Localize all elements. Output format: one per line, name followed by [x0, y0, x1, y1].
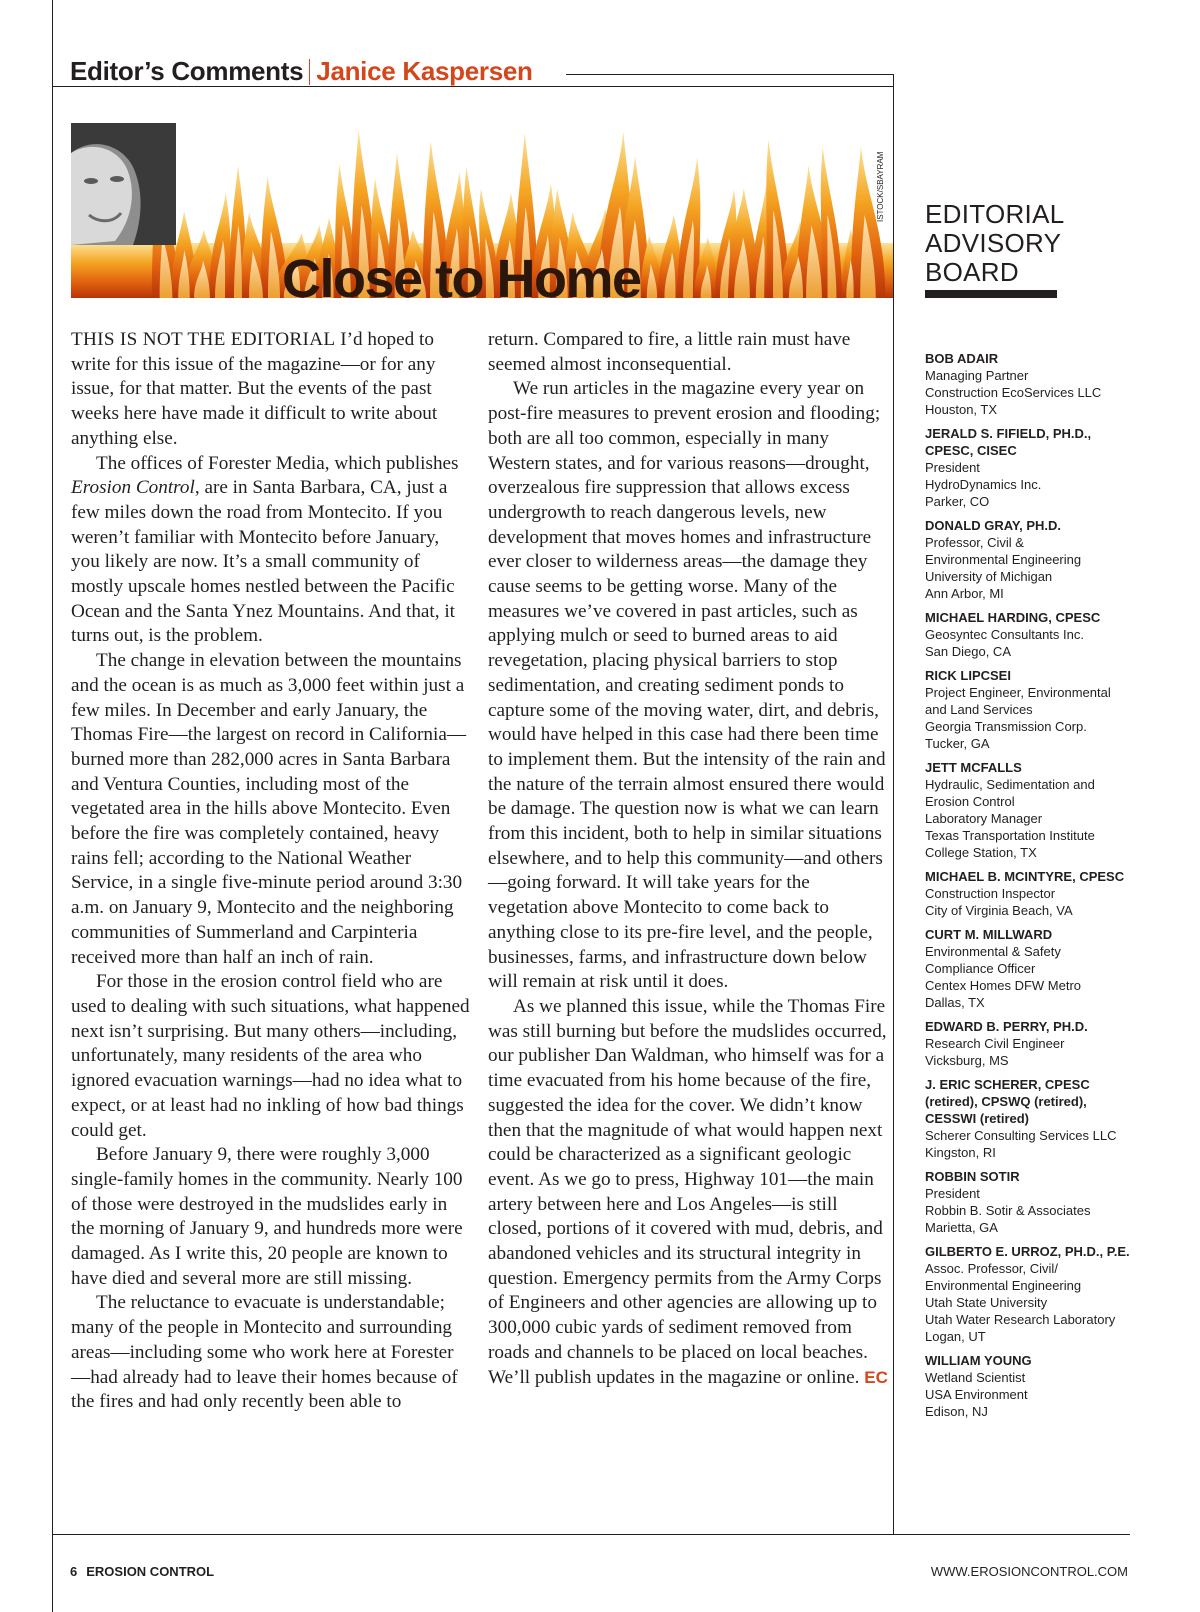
board-member-detail: HydroDynamics Inc.: [925, 477, 1042, 492]
board-member: [925, 1168, 1155, 1236]
board-member-name: J. ERIC SCHERER, CPESC (retired), CPSWQ (retired), CESSWI (retired): [925, 1077, 1090, 1126]
article-headline: Close to Home: [282, 249, 641, 309]
board-member: [925, 350, 1155, 418]
photo-credit: ISTOCK/SBAYRAM: [876, 151, 885, 222]
board-member-name: MICHAEL B. MCINTYRE, CPESC: [925, 869, 1125, 884]
header-extension-rule: [566, 74, 894, 75]
board-member-detail: San Diego, CA: [925, 644, 1011, 659]
board-title-bar: [925, 290, 1057, 298]
board-member-detail: Edison, NJ: [925, 1404, 988, 1419]
board-member-detail: USA Environment: [925, 1387, 1028, 1402]
board-member: [925, 868, 1155, 919]
board-member-detail: Dallas, TX: [925, 995, 985, 1010]
board-member-detail: Professor, Civil &: [925, 535, 1024, 550]
board-member-detail: Assoc. Professor, Civil/: [925, 1261, 1058, 1276]
board-member-detail: Geosyntec Consultants Inc.: [925, 627, 1084, 642]
board-member: [925, 1352, 1155, 1420]
board-member-detail: Logan, UT: [925, 1329, 986, 1344]
article-paragraph: For those in the erosion control field who are used to dealing with such situations, what happened next isn’t surprising. But many others—including, unfortunately, many residents of the area who ignored evacuation warnings—had no idea what to expect, or at least had no inkling of how bad things could get.: [71, 971, 470, 1141]
board-member-detail: Tucker, GA: [925, 736, 990, 751]
board-member-detail: Erosion Control: [925, 794, 1015, 809]
board-member: [925, 1243, 1155, 1345]
board-member: [925, 1018, 1155, 1069]
board-member-detail: College Station, TX: [925, 845, 1037, 860]
board-member-detail: Project Engineer, Environmental: [925, 685, 1111, 700]
header-separator: [309, 59, 310, 85]
board-member-detail: City of Virginia Beach, VA: [925, 903, 1073, 918]
board-member-name: DONALD GRAY, PH.D.: [925, 518, 1062, 533]
article-paragraph: THIS IS NOT THE EDITORIAL I’d hoped to write for this issue of the magazine—or for any issue, for that matter. But the events of the past weeks here have made it difficult to write about anything else.: [71, 329, 438, 449]
portrait-icon: [71, 123, 176, 245]
board-member-detail: and Land Services: [925, 702, 1033, 717]
website-url: WWW.EROSIONCONTROL.COM: [930, 1564, 1128, 1579]
board-member-detail: Hydraulic, Sedimentation and: [925, 777, 1095, 792]
board-member-name: GILBERTO E. URROZ, PH.D., P.E.: [925, 1244, 1130, 1259]
article-paragraph: The offices of Forester Media, which publishes Erosion Control, are in Santa Barbara, CA, just a few miles down the road from Montecito. If you weren’t familiar with Montecito before January, you likely are now. It’s a small community of mostly upscale homes nestled between the Pacific Ocean and the Santa Ynez Mountains. And that, it turns out, is the problem.: [71, 452, 459, 647]
article-column-1: [71, 328, 471, 1415]
editor-portrait-icon: [71, 123, 176, 245]
board-member-detail: Kingston, RI: [925, 1145, 996, 1160]
section-label: Editor’s Comments: [70, 56, 304, 86]
board-member-name: RICK LIPCSEI: [925, 668, 1011, 683]
lead-in: THIS IS NOT THE EDITORIAL: [71, 329, 336, 350]
board-member-detail: Centex Homes DFW Metro: [925, 978, 1082, 993]
board-member: [925, 667, 1155, 752]
board-member-name: EDWARD B. PERRY, PH.D.: [925, 1019, 1088, 1034]
board-member-name: MICHAEL HARDING, CPESC: [925, 610, 1101, 625]
board-member-detail: University of Michigan: [925, 569, 1053, 584]
board-member-detail: Utah State University: [925, 1295, 1048, 1310]
section-header: [70, 56, 533, 87]
board-member-detail: Construction Inspector: [925, 886, 1056, 901]
article-paragraph-continued: return. Compared to fire, a little rain must have seemed almost inconsequential.: [488, 329, 851, 375]
board-member-detail: Environmental & Safety: [925, 944, 1061, 959]
board-member-detail: Construction EcoServices LLC: [925, 385, 1102, 400]
board-title-line: BOARD: [925, 257, 1019, 287]
article-paragraph: We run articles in the magazine every year on post-fire measures to prevent erosion and flooding; both are all too common, especially in many Western states, and for various reasons—drought, overzealous fire suppression that allows excess undergrowth to reach dangerous levels, new development that moves homes and infrastructure ever closer to wilderness areas—the damage they cause seems to be getting worse. Many of the measures we’ve covered in past articles, such as applying mulch or seed to burned areas to aid revegetation, placing physical barriers to stop sedimentation, and creating sediment ponds to capture some of the moving water, dirt, and debris, would have helped in this case had there been time to implement them. But the intensity of the rain and the nature of the terrain almost ensured there would be damage. The question now is what we can learn from this incident, both to help in similar situations elsewhere, and to help this community—and others—going forward. It will take years for the vegetation above Montecito to come back to anything close to its pre-fire level, and the people, businesses, farms, and infrastructure down below will remain at risk until it does.: [488, 378, 886, 993]
board-member-detail: Environmental Engineering: [925, 1278, 1082, 1293]
page-left-rule: [52, 0, 53, 1612]
board-member-name: CURT M. MILLWARD: [925, 927, 1053, 942]
board-member-detail: Ann Arbor, MI: [925, 586, 1004, 601]
board-title-line: ADVISORY: [925, 228, 1062, 258]
board-member-detail: Texas Transportation Institute: [925, 828, 1095, 843]
board-member-name: JERALD S. FIFIELD, PH.D., CPESC, CISEC: [925, 426, 1092, 458]
page-number: 6: [70, 1564, 78, 1579]
board-title-line: EDITORIAL: [925, 199, 1065, 229]
article-column-2: [488, 328, 888, 1390]
article-paragraph: The change in elevation between the mountains and the ocean is as much as 3,000 feet within just a few miles. In December and early January, the Thomas Fire—the largest on record in California—burned more than 282,000 acres in Santa Barbara and Ventura Counties, including most of the vegetated area in the hills above Montecito. Even before the fire was completely contained, heavy rains fell; according to the National Weather Service, in a single five-minute period around 3:30 a.m. on January 9, Montecito and the neighboring communities of Summerland and Carpinteria received more than half an inch of rain.: [71, 650, 467, 968]
board-member-list: [925, 350, 1155, 1427]
article-paragraph: Before January 9, there were roughly 3,000 single-family homes in the community. Nearly 100 of those were destroyed in the mudslides early in the morning of January 9, and hundreds more were damaged. As I write this, 20 people are known to have died and several more are still missing.: [71, 1144, 463, 1289]
magazine-title: Erosion Control: [71, 477, 195, 499]
board-member: [925, 926, 1155, 1011]
page-folio: [70, 1564, 214, 1579]
publication-name: EROSION CONTROL: [86, 1564, 215, 1579]
board-member-detail: Robbin B. Sotir & Associates: [925, 1203, 1091, 1218]
column-divider-rule: [893, 74, 894, 1534]
board-member: [925, 425, 1155, 510]
board-member-name: BOB ADAIR: [925, 351, 999, 366]
board-member-detail: Research Civil Engineer: [925, 1036, 1065, 1051]
board-member-detail: Managing Partner: [925, 368, 1029, 383]
board-member-name: ROBBIN SOTIR: [925, 1169, 1020, 1184]
board-member-detail: Georgia Transmission Corp.: [925, 719, 1087, 734]
board-member-name: WILLIAM YOUNG: [925, 1353, 1032, 1368]
board-member-detail: Houston, TX: [925, 402, 998, 417]
board-member: [925, 517, 1155, 602]
board-member-detail: Utah Water Research Laboratory: [925, 1312, 1116, 1327]
board-member-detail: Compliance Officer: [925, 961, 1036, 976]
board-member-detail: Laboratory Manager: [925, 811, 1043, 826]
board-title: [925, 200, 1064, 287]
board-member-detail: Wetland Scientist: [925, 1370, 1026, 1385]
author-name: Janice Kaspersen: [316, 56, 533, 86]
footer-rule: [52, 1534, 1130, 1535]
board-member-detail: President: [925, 1186, 980, 1201]
board-member-detail: Environmental Engineering: [925, 552, 1082, 567]
end-mark: EC: [864, 1367, 888, 1387]
board-member-detail: Marietta, GA: [925, 1220, 998, 1235]
board-member-detail: Parker, CO: [925, 494, 990, 509]
board-member-detail: Scherer Consulting Services LLC: [925, 1128, 1117, 1143]
board-member: [925, 609, 1155, 660]
article-paragraph: The reluctance to evacuate is understandable; many of the people in Montecito and surrounding areas—including some who work here at Forester—had already had to leave their homes because of the fires and had only recently been able to: [71, 1292, 458, 1413]
board-member-detail: Vicksburg, MS: [925, 1053, 1009, 1068]
board-member-name: JETT MCFALLS: [925, 760, 1022, 775]
board-member: [925, 1076, 1155, 1161]
board-member: [925, 759, 1155, 861]
article-paragraph: As we planned this issue, while the Thomas Fire was still burning but before the mudslides occurred, our publisher Dan Waldman, who himself was for a time evacuated from his home because of the fire, suggested the idea for the cover. We didn’t know then that the magnitude of what would happen next could be characterized as a significant geologic event. As we go to press, Highway 101—the main artery between here and Los Angeles—is still closed, portions of it covered with mud, debris, and abandoned vehicles and its structural integrity in question. Emergency permits from the Army Corps of Engineers and other agencies are allowing up to 300,000 cubic yards of sediment removed from roads and channels to be placed on local beaches. We’ll publish updates in the magazine or online. EC: [488, 995, 888, 1388]
board-member-detail: President: [925, 460, 980, 475]
